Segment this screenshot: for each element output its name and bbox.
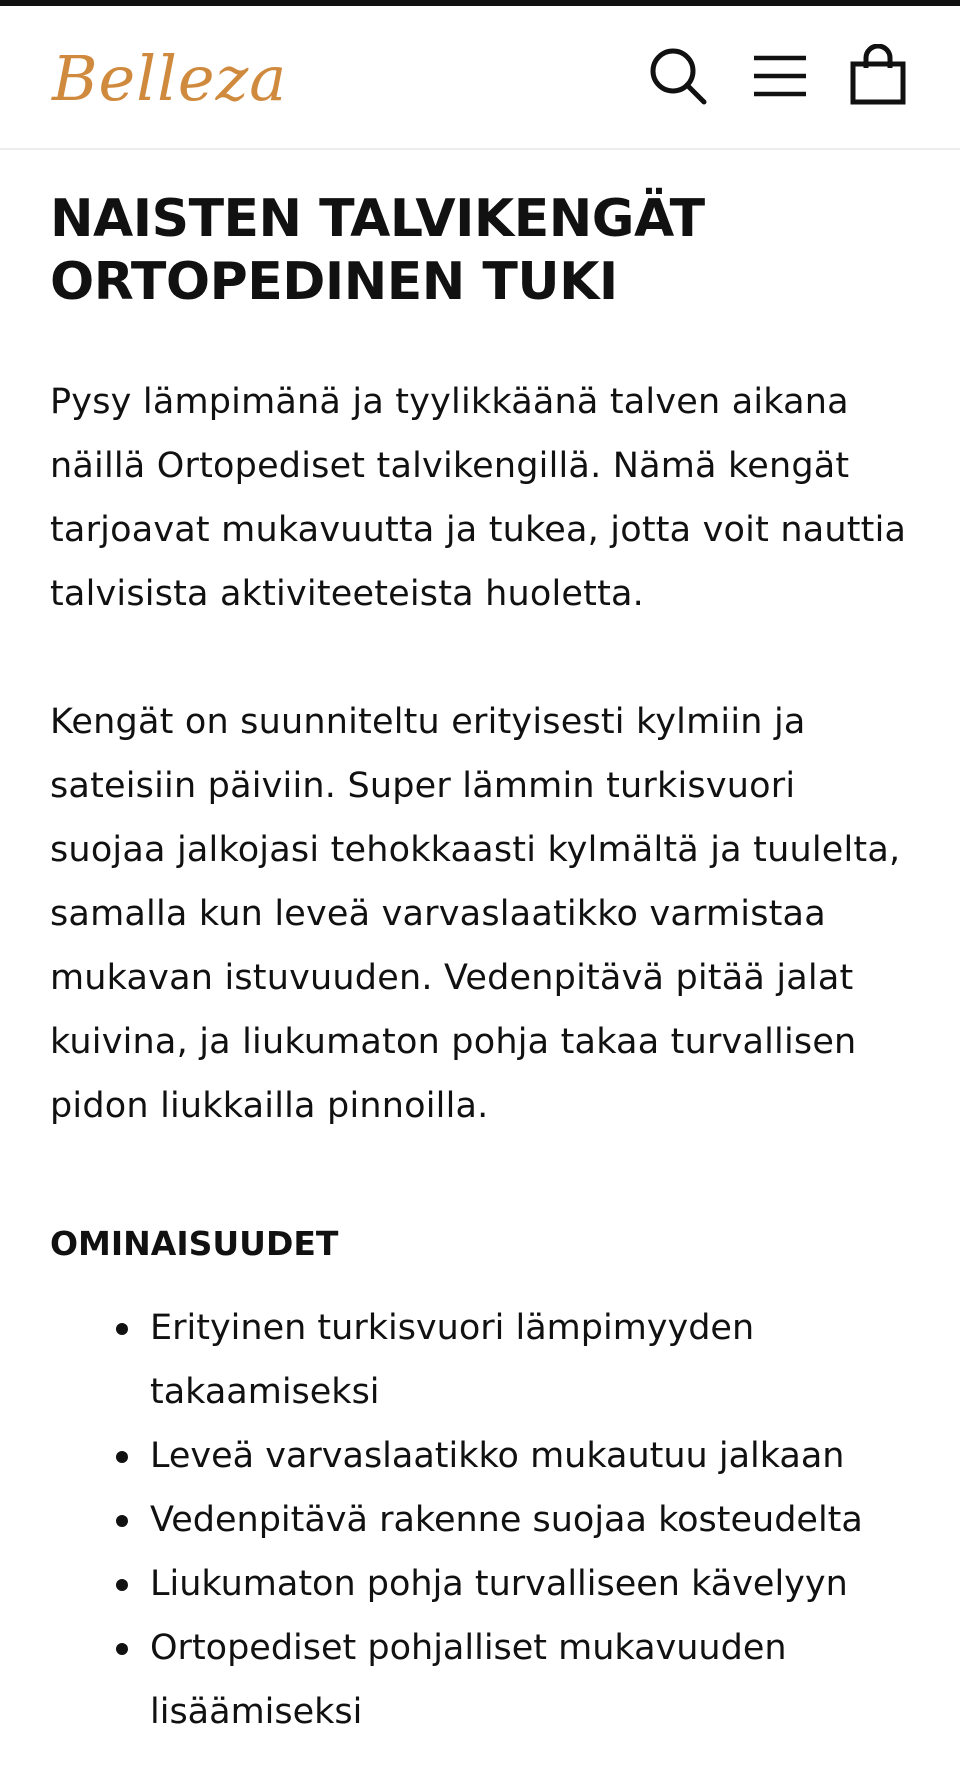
list-item <box>150 1616 910 1744</box>
search-icon <box>646 44 710 108</box>
list-item <box>150 1488 910 1552</box>
feature-text: Vedenpitävä rakenne suojaa kosteudelta <box>150 1500 863 1540</box>
features-heading: OMINAISUUDET <box>50 1224 339 1263</box>
product-title-line1: NAISTEN TALVIKENGÄT <box>50 189 705 249</box>
site-header <box>0 6 960 150</box>
feature-text: Ortopediset pohjalliset mukavuuden lisäämiseksi <box>150 1628 787 1732</box>
list-item <box>150 1424 910 1488</box>
search-button[interactable] <box>646 44 710 108</box>
bullet-icon <box>116 1515 128 1527</box>
intro-paragraph: Pysy lämpimänä ja tyylikkäänä talven aikana näillä Ortopediset talvikengillä. Nämä kengät tarjoavat mukavuutta ja tukea, jotta voit nauttia talvisista aktiviteeteista huoletta. <box>50 382 907 614</box>
list-item <box>150 1296 910 1424</box>
product-description <box>50 188 910 1744</box>
list-item <box>150 1552 910 1616</box>
feature-text: Erityinen turkisvuori lämpimyyden takaamiseksi <box>150 1308 755 1412</box>
features-list <box>50 1296 910 1744</box>
bullet-icon <box>116 1643 128 1655</box>
details-paragraph: Kengät on suunniteltu erityisesti kylmiin ja sateisiin päiviin. Super lämmin turkisvuori suojaa jalkojasi tehokkaasti kylmältä ja tuulelta, samalla kun leveä varvaslaatikko varmistaa mukavan istuvuuden. Vedenpitävä pitää jalat kuivina, ja liukumaton pohja takaa turvallisen pidon liukkailla pinnoilla. <box>50 702 901 1126</box>
cart-button[interactable] <box>846 44 910 108</box>
product-title <box>50 188 910 314</box>
feature-text: Leveä varvaslaatikko mukautuu jalkaan <box>150 1436 845 1476</box>
bullet-icon <box>116 1451 128 1463</box>
brand-logo[interactable]: Belleza <box>52 42 288 115</box>
bullet-icon <box>116 1323 128 1335</box>
shopping-bag-icon <box>846 44 910 108</box>
hamburger-menu-icon <box>748 44 812 108</box>
product-title-line2: ORTOPEDINEN TUKI <box>50 252 618 312</box>
feature-text: Liukumaton pohja turvalliseen kävelyyn <box>150 1564 848 1604</box>
menu-button[interactable] <box>748 44 812 108</box>
bullet-icon <box>116 1579 128 1591</box>
